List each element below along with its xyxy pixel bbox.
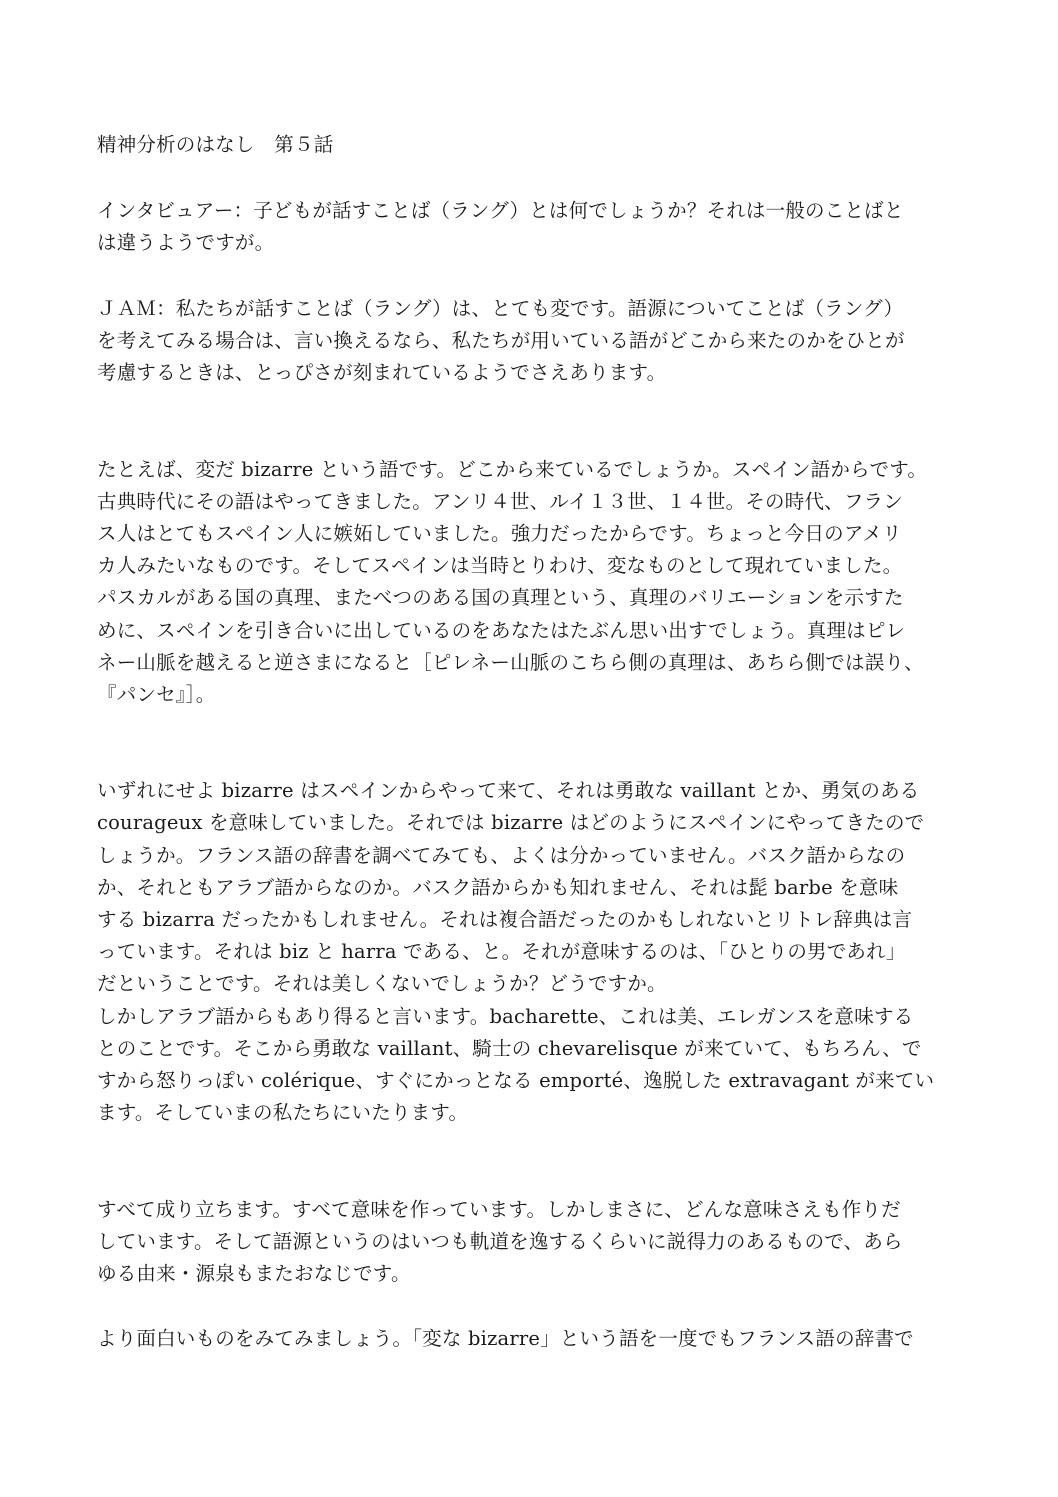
text-line: パスカルがある国の真理、またべつのある国の真理という、真理のバリエーションを示すた	[97, 586, 904, 609]
text-line: めに、スペインを引き合いに出しているのをあなたはたぶん思い出すでしょう。真理はピレ	[97, 619, 906, 642]
text-line: courageux を意味していました。それでは bizarre はどのようにスペインにやってきたので	[97, 811, 925, 834]
text-line: する bizarra だったかもしれません。それは複合語だったのかもしれないとリトレ辞典は言	[97, 908, 913, 931]
text-line: 『パンセ』］。	[97, 683, 216, 706]
text-line: ゆる由来・源泉もまたおなじです。	[97, 1262, 411, 1285]
text-line: いずれにせよ bizarre はスペインからやって来て、それは勇敢な vaillant とか、勇気のある	[97, 779, 920, 802]
text-line: は違うようですが。	[97, 231, 275, 254]
text-line: たとえば、変だ bizarre という語です。どこから来ているでしょうか。スペイン語からです。	[97, 458, 928, 481]
text-line: しょうか。フランス語の辞書を調べてみても、よくは分かっていません。バスク語からなの	[97, 844, 906, 867]
text-line: か、それともアラブ語からなのか。バスク語からかも知れません、それは髭 barbe を意味	[97, 876, 899, 899]
text-line: すべて成り立ちます。すべて意味を作っています。しかしまさに、どんな意味さえも作りだ	[97, 1198, 901, 1221]
text-line: だということです。それは美しくないでしょうか？どうですか。	[97, 972, 667, 995]
text-line: っています。それは biz と harra である、と。それが意味するのは、「ひとりの男であれ」	[97, 940, 906, 963]
text-line: しかしアラブ語からもあり得ると言います。bacharette、これは美、エレガンスを意味する	[97, 1005, 914, 1028]
text-line: カ人みたいなものです。そしてスペインは当時とりわけ、変なものとして現れていました。	[97, 554, 903, 577]
text-line: を考えてみる場合は、言い換えるなら、私たちが用いている語がどこから来たのかをひとが	[97, 329, 905, 352]
text-line: しています。そして語源というのはいつも軌道を逸するくらいに説得力のあるもので、あら	[97, 1230, 903, 1253]
text-line: より面白いものをみてみましょう。「変な bizarre」という語を一度でもフランス語の辞書で	[97, 1327, 914, 1350]
text-line: ＪＡＭ：私たちが話すことば（ラング）は、とても変です。語源についてことば（ラング）	[97, 297, 904, 320]
text-line: 考慮するときは、とっぴさが刻まれているようでさえあります。	[97, 361, 667, 384]
text-line: ス人はとてもスペイン人に嫉妬していました。強力だったからです。ちょっと今日のアメリ	[97, 522, 902, 545]
document-title: 精神分析のはなし 第５話	[97, 133, 334, 156]
text-line: とのことです。そこから勇敢な vaillant、騎士の chevarelisque が来ていて、もちろん、で	[97, 1037, 922, 1060]
text-line: ネー山脈を越えると逆さまになると［ピレネー山脈のこちら側の真理は、あちら側では誤り、	[97, 651, 924, 674]
text-line: すから怒りっぽい colérique、すぐにかっとなる emporté、逸脱した extravagant が来てい	[97, 1069, 935, 1092]
text-line: 古典時代にその語はやってきました。アンリ４世、ルイ１３世、１４世。その時代、フラン	[97, 490, 903, 513]
text-line: ます。そしていまの私たちにいたります。	[97, 1101, 469, 1124]
text-line: インタビュアー：子どもが話すことば（ラング）とは何でしょうか？それは一般のことばと	[97, 199, 904, 222]
